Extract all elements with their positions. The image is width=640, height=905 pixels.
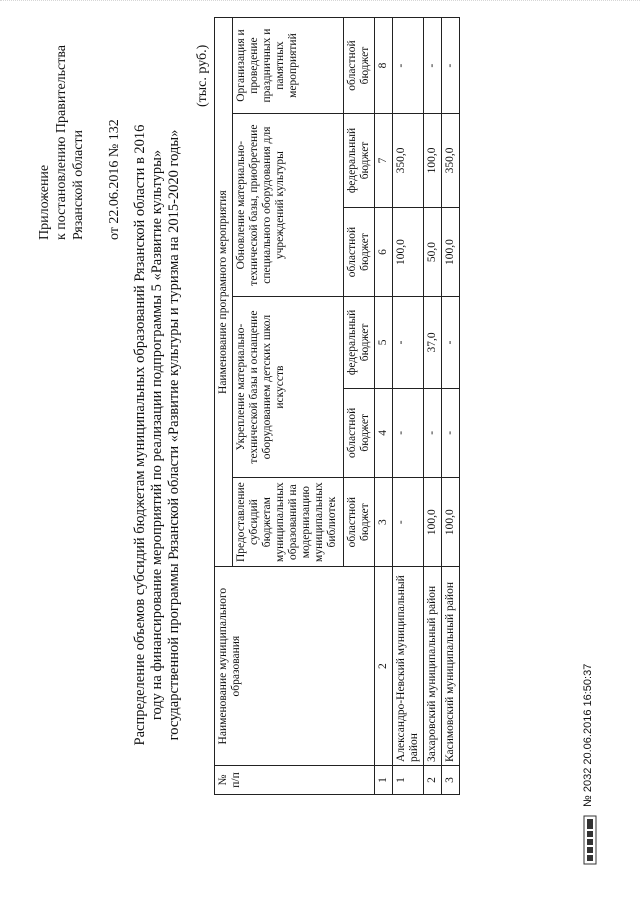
- value-cell: -: [442, 297, 460, 389]
- value-cell: 100,0: [424, 477, 442, 566]
- header-municipality: Наименование муниципального образования: [215, 567, 375, 766]
- value-cell: -: [393, 477, 424, 566]
- value-cell: -: [442, 388, 460, 477]
- table-row: [424, 18, 442, 795]
- value-cell: -: [393, 18, 424, 114]
- value-cell: 350,0: [442, 114, 460, 208]
- column-index: 5: [375, 297, 393, 389]
- appendix-line: Приложение: [37, 164, 52, 240]
- header-event-celebrations: Организация и проведение праздничных и памятных мероприятий: [233, 18, 344, 114]
- value-cell: -: [393, 388, 424, 477]
- header-federal-budget: федеральный бюджет: [344, 114, 375, 208]
- value-cell: -: [424, 18, 442, 114]
- subsidy-table: [214, 17, 460, 795]
- header-regional-budget: областной бюджет: [344, 388, 375, 477]
- header-regional-budget: областной бюджет: [344, 207, 375, 296]
- appendix-line: к постановлению Правительства: [54, 44, 69, 240]
- column-index: 7: [375, 114, 393, 208]
- header-event-equipment: Обновление материально-технической базы, приобретение специального оборудования для учреждений культуры: [233, 114, 344, 297]
- header-regional-budget: областной бюджет: [344, 477, 375, 566]
- municipality-name: Александро-Невский муниципальный район: [393, 567, 424, 766]
- municipality-name: Захаровский муниципальный район: [424, 567, 442, 766]
- header-events: Наименование програмного мероприятия: [215, 18, 233, 567]
- header-federal-budget: федеральный бюджет: [344, 297, 375, 389]
- column-index: 6: [375, 207, 393, 296]
- appendix-block: [36, 20, 123, 240]
- value-cell: 100,0: [393, 207, 424, 296]
- registry-logo-icon: [582, 815, 598, 865]
- column-index: 1: [375, 765, 393, 794]
- column-index: 3: [375, 477, 393, 566]
- header-regional-budget: областной бюджет: [344, 18, 375, 114]
- value-cell: 50,0: [424, 207, 442, 296]
- column-index: 4: [375, 388, 393, 477]
- header-event-art-schools: Укрепление материально-технической базы и оснащение оборудованием детских школ искусств: [233, 297, 344, 478]
- value-cell: 350,0: [393, 114, 424, 208]
- value-cell: 100,0: [442, 477, 460, 566]
- table-row: [442, 18, 460, 795]
- value-cell: 100,0: [424, 114, 442, 208]
- municipality-name: Касимовский муниципальный район: [442, 567, 460, 766]
- column-index-row: [375, 18, 393, 795]
- appendix-line: Рязанской области: [71, 129, 86, 240]
- row-number: 2: [424, 765, 442, 794]
- column-index: 8: [375, 18, 393, 114]
- unit-label: (тыс. руб.): [195, 44, 210, 107]
- value-cell: -: [393, 297, 424, 389]
- row-number: 3: [442, 765, 460, 794]
- row-number: 1: [393, 765, 424, 794]
- header-event-libraries: Предоставление субсидий бюджетам муниципальных образований на модернизацию муниципальных библиотек: [233, 477, 344, 566]
- registration-stamp: № 2032 20.06.2016 16:50:37: [582, 663, 594, 807]
- value-cell: 100,0: [442, 207, 460, 296]
- document-title: Распределение объемов субсидий бюджетам муниципальных образований Рязанской области в 2016 году на финансирование мероприятий по реализации подпрограммы 5 «Развитие культуры» государственной программы Рязанской области «Развитие культуры и туризма на 2015-2020 годы»: [132, 124, 182, 746]
- appendix-date: от 22.06.2016 № 132: [107, 119, 122, 240]
- column-index: 2: [375, 567, 393, 766]
- value-cell: 37,0: [424, 297, 442, 389]
- value-cell: -: [424, 388, 442, 477]
- value-cell: -: [442, 18, 460, 114]
- header-number: № п/п: [215, 765, 375, 794]
- table-row: [393, 18, 424, 795]
